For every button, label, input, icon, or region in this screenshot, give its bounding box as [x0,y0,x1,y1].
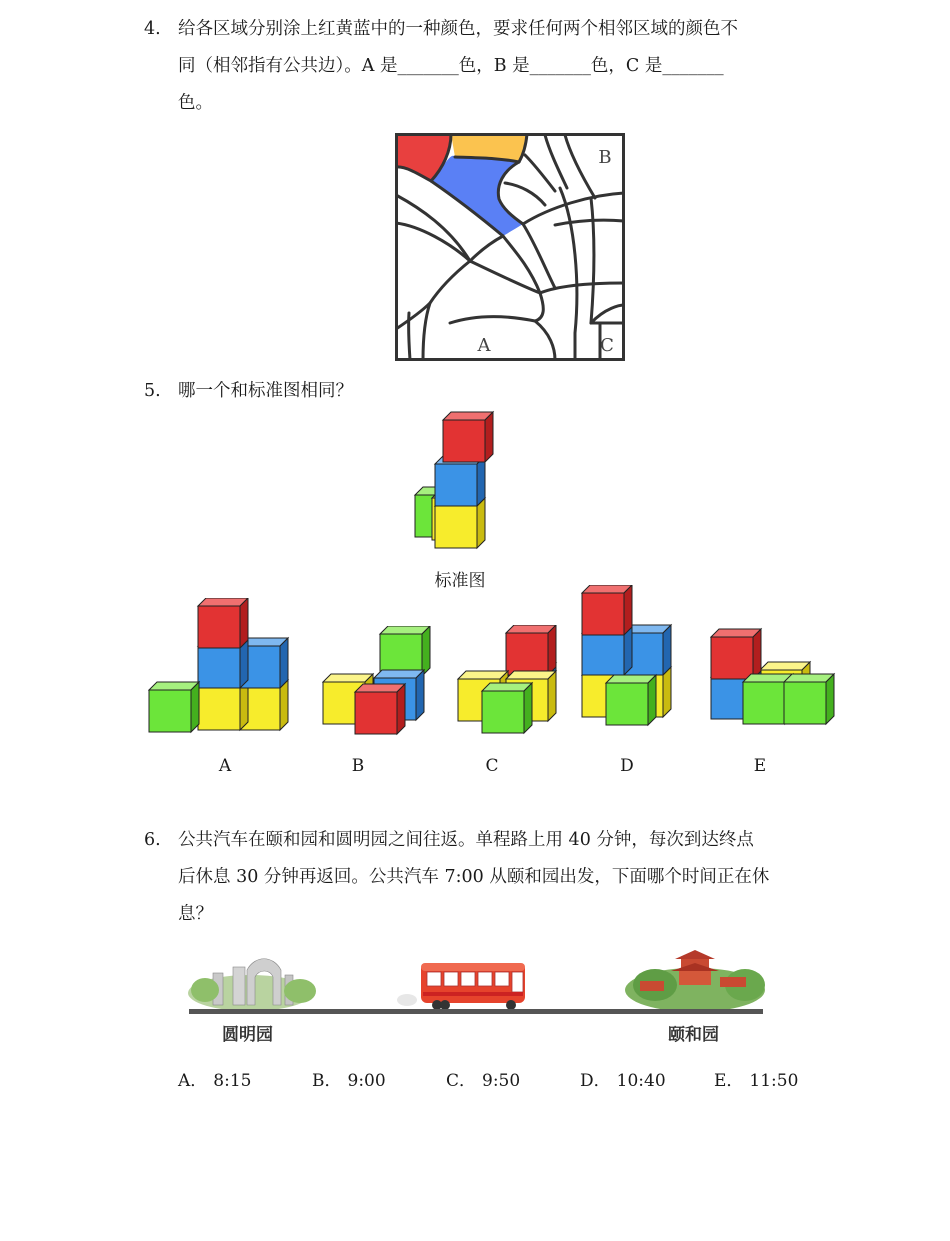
q6-choice-c-letter: C． [446,1071,477,1091]
q6-choice-d-value: 10:40 [616,1071,666,1091]
q6-text-line1: 公共汽车在颐和园和圆明园之间往返。单程路上用 40 分钟，每次到达终点 [178,830,754,850]
q5-option-e-figure[interactable] [710,627,838,727]
q6-choice-d[interactable] [580,1066,666,1091]
q6-choice-d-letter: D． [580,1071,611,1091]
q5-option-c-label[interactable]: C [485,756,499,776]
q6-choice-b-value: 9:00 [347,1071,386,1091]
road-line [189,1009,763,1014]
q5-option-b-figure[interactable] [322,626,437,736]
q5-standard-label: 标准图 [434,571,486,591]
q4-number: 4. [144,19,161,39]
q6-choice-c[interactable] [446,1066,520,1091]
q6-choice-c-value: 9:50 [482,1071,521,1091]
q6-choice-b-letter: B． [312,1071,342,1091]
q6-text-line2: 后休息 30 分钟再返回。公共汽车 7:00 从颐和园出发，下面哪个时间正在休 [178,867,770,887]
q6-choice-b[interactable] [312,1066,386,1091]
q5-question: 哪一个和标准图相同？ [178,381,353,401]
q5-option-d-figure[interactable] [581,585,681,730]
q4-coloring-map [395,133,625,361]
q6-choice-e-letter: E． [714,1071,744,1091]
q6-choice-a[interactable] [178,1066,251,1091]
q6-choice-e-value: 11:50 [749,1071,799,1091]
q6-left-place-label: 圆明园 [222,1025,273,1045]
q5-option-a-label[interactable]: A [218,756,232,776]
q4-label-a: A [477,335,491,356]
q6-right-place-label: 颐和园 [668,1025,719,1045]
q6-route-illustration [185,945,770,1020]
q4-label-c: C [600,335,614,356]
bus-icon [397,963,525,1010]
q5-option-c-figure[interactable] [456,625,566,735]
q5-option-d-label[interactable]: D [620,756,634,776]
q6-text-line3: 息？ [178,904,213,924]
q4-text-line2: 同（相邻指有公共边）。A 是_______色，B 是_______色，C 是_______ [178,56,724,76]
yuanmingyuan-ruins-icon [188,959,316,1011]
q5-number: 5. [144,381,161,401]
q4-text-line3: 色。 [178,93,213,113]
q5-option-e-label[interactable]: E [753,756,767,776]
summer-palace-icon [625,950,765,1012]
q6-choice-a-value: 8:15 [213,1071,252,1091]
q4-label-b: B [598,147,612,168]
q5-standard-figure [410,410,510,550]
q5-option-b-label[interactable]: B [351,756,365,776]
q5-option-a-figure[interactable] [148,598,293,738]
q6-choice-e[interactable] [714,1066,798,1091]
q6-choice-a-letter: A． [178,1071,208,1091]
q4-text-line1: 给各区域分别涂上红黄蓝中的一种颜色，要求任何两个相邻区域的颜色不 [178,19,738,39]
q6-number: 6. [144,830,161,850]
